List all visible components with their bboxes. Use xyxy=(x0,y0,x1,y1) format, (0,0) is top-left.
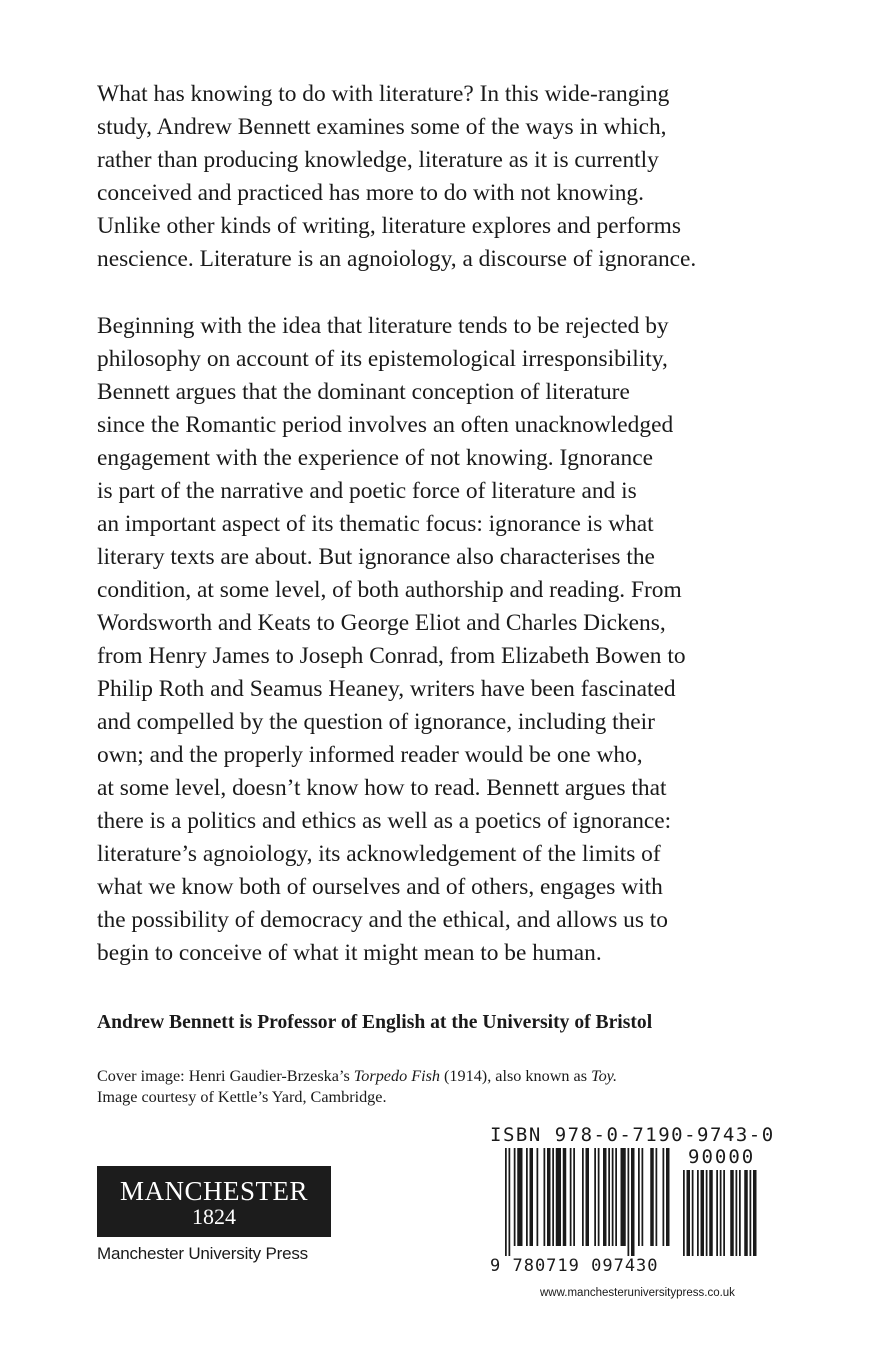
blurb-line: an important aspect of its thematic focus: ignorance is what xyxy=(97,511,654,537)
cover-artwork-title: Torpedo Fish xyxy=(353,1067,440,1085)
barcode-bar xyxy=(656,1148,658,1246)
blurb-line: Beginning with the idea that literature tends to be rejected by xyxy=(97,313,669,339)
barcode-icon xyxy=(505,1148,765,1258)
blurb-line: there is a politics and ethics as well as a poetics of ignorance: xyxy=(97,808,672,834)
barcode-bar xyxy=(598,1148,600,1246)
logo-year: 1824 xyxy=(192,1204,236,1229)
barcode-bar xyxy=(666,1148,670,1246)
addon-bar xyxy=(716,1170,718,1256)
barcode-bar xyxy=(612,1148,614,1246)
barcode-bar xyxy=(556,1148,561,1246)
blurb-line: begin to conceive of what it might mean to be human. xyxy=(97,940,602,966)
blurb-line: own; and the properly informed reader would be one who, xyxy=(97,742,643,768)
cover-credit-prefix: Cover image: Henri Gaudier-Brzeska’s xyxy=(97,1067,354,1085)
blurb-line: rather than producing knowledge, literature as it is currently xyxy=(97,147,659,173)
blurb-line: philosophy on account of its epistemological irresponsibility, xyxy=(97,346,668,372)
barcode-bar xyxy=(642,1148,644,1246)
blurb-line: study, Andrew Bennett examines some of the ways in which, xyxy=(97,114,667,140)
blurb-line: from Henry James to Joseph Conrad, from Elizabeth Bowen to xyxy=(97,643,686,669)
barcode-bar xyxy=(594,1148,596,1246)
blurb-line: the possibility of democracy and the ethical, and allows us to xyxy=(97,907,668,933)
cover-credit-line-1 xyxy=(97,1066,617,1087)
author-bio: Andrew Bennett is Professor of English at the University of Bristol xyxy=(97,1012,653,1033)
barcode-bar xyxy=(505,1148,507,1256)
logo-name: MANCHESTER xyxy=(119,1176,308,1206)
barcode-bar xyxy=(628,1148,630,1256)
cover-credit xyxy=(97,1066,617,1108)
blurb-line: literature’s agnoiology, its acknowledgement of the limits of xyxy=(97,841,661,867)
barcode-bar xyxy=(509,1148,511,1256)
barcode-bar xyxy=(530,1148,534,1246)
blurb-line: engagement with the experience of not knowing. Ignorance xyxy=(97,445,653,471)
barcode-bar xyxy=(514,1148,516,1246)
addon-bar xyxy=(736,1170,738,1256)
addon-bar xyxy=(706,1170,708,1256)
barcode-bar xyxy=(586,1148,590,1246)
blurb-line: Bennett argues that the dominant conception of literature xyxy=(97,379,630,405)
publisher-website: www.manchesteruniversitypress.co.uk xyxy=(540,1287,735,1299)
blurb-line: what we know both of ourselves and of others, engages with xyxy=(97,874,663,900)
barcode-bar xyxy=(573,1148,575,1246)
barcode-bar xyxy=(603,1148,607,1246)
publisher-name: Manchester University Press xyxy=(97,1244,308,1263)
addon-bar xyxy=(720,1170,722,1256)
blurb-paragraph-2 xyxy=(97,310,777,970)
blurb-line: nescience. Literature is an agnoiology, a discourse of ignorance. xyxy=(97,246,697,272)
blurb-line: and compelled by the question of ignorance, including their xyxy=(97,709,655,735)
barcode-bar xyxy=(631,1148,635,1256)
barcode-bar xyxy=(517,1148,522,1246)
addon-bar xyxy=(744,1170,748,1256)
barcode-bar xyxy=(582,1148,584,1246)
cover-credit-middle: (1914), also known as xyxy=(440,1067,592,1085)
barcode-bar xyxy=(608,1148,610,1246)
blurb-line: condition, at some level, of both authorship and reading. From xyxy=(97,577,682,603)
barcode-bar xyxy=(570,1148,572,1246)
blurb-line: since the Romantic period involves an often unacknowledged xyxy=(97,412,674,438)
addon-bar xyxy=(701,1170,705,1256)
addon-bar xyxy=(692,1170,694,1256)
blurb-line: conceived and practiced has more to do with not knowing. xyxy=(97,180,644,206)
blurb-line: at some level, doesn’t know how to read. Bennett argues that xyxy=(97,775,667,801)
blurb-line: Philip Roth and Seamus Heaney, writers have been fascinated xyxy=(97,676,676,702)
barcode-bar xyxy=(638,1148,640,1246)
addon-bar xyxy=(697,1170,699,1256)
addon-bar xyxy=(730,1170,734,1256)
blurb-line: Unlike other kinds of writing, literature explores and performs xyxy=(97,213,681,239)
blurb-line: What has knowing to do with literature? In this wide-ranging xyxy=(97,81,670,107)
ean-bars xyxy=(505,1148,670,1256)
blurb-line: is part of the narrative and poetic force of literature and is xyxy=(97,478,637,504)
barcode-bar xyxy=(563,1148,567,1246)
addon-bar xyxy=(723,1170,725,1256)
barcode-bar xyxy=(650,1148,654,1246)
isbn-label: ISBN 978-0-7190-9743-0 xyxy=(490,1124,775,1146)
blurb-line: Wordsworth and Keats to George Eliot and Charles Dickens, xyxy=(97,610,666,636)
barcode-bar xyxy=(621,1148,626,1246)
addon-bar xyxy=(739,1170,741,1256)
barcode-digits: 9 780719 097430 xyxy=(490,1256,659,1276)
barcode-bar xyxy=(615,1148,617,1246)
addon-bars xyxy=(683,1170,757,1256)
barcode-bar xyxy=(547,1148,551,1246)
price-code: 90000 xyxy=(688,1146,756,1168)
addon-bar xyxy=(753,1170,757,1256)
barcode-bar xyxy=(552,1148,554,1246)
cover-credit-line-2: Image courtesy of Kettle’s Yard, Cambridge. xyxy=(97,1088,387,1106)
blurb-paragraph-1 xyxy=(97,78,777,276)
addon-bar xyxy=(750,1170,752,1256)
addon-bar xyxy=(709,1170,713,1256)
barcode-bar xyxy=(537,1148,539,1246)
barcode-bar xyxy=(526,1148,528,1246)
addon-bar xyxy=(687,1170,691,1256)
blurb-line: literary texts are about. But ignorance also characterises the xyxy=(97,544,655,570)
publisher-logo xyxy=(97,1166,331,1237)
barcode-bar xyxy=(663,1148,665,1246)
addon-bar xyxy=(683,1170,685,1256)
barcode-bar xyxy=(544,1148,546,1246)
cover-artwork-alt-title: Toy. xyxy=(591,1067,618,1085)
